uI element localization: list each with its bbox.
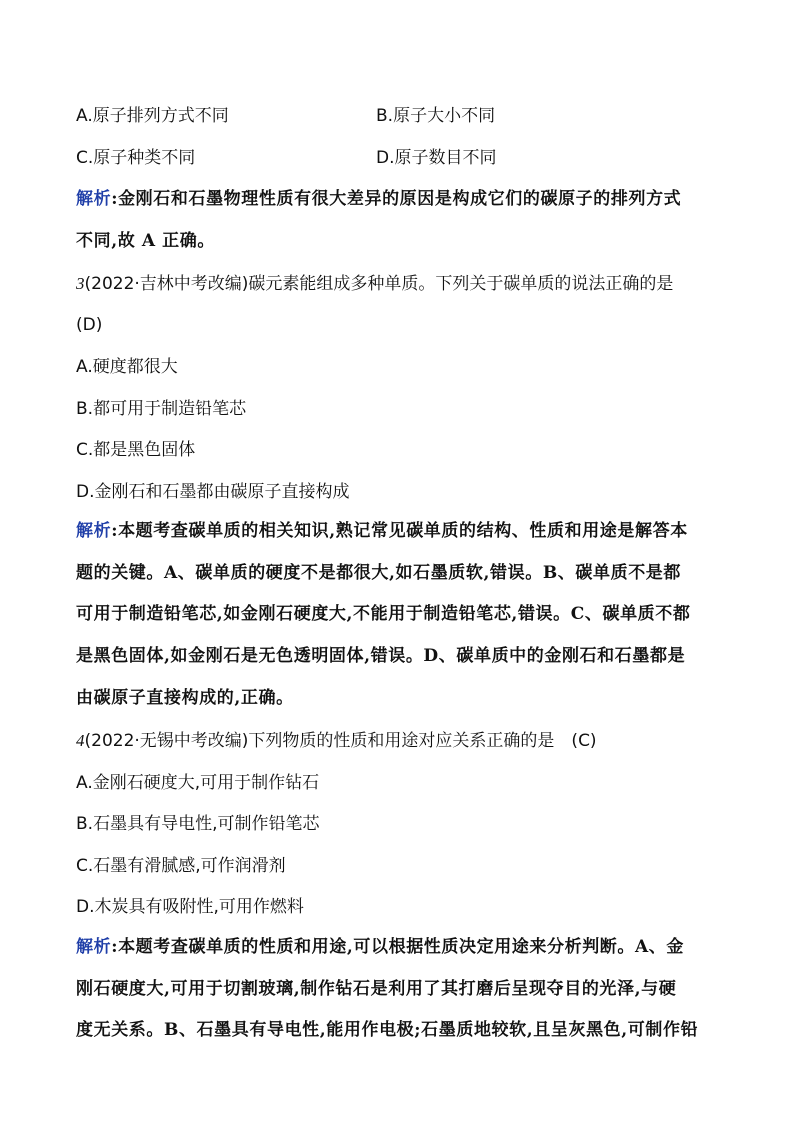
q3-option-b: B.都可用于制造铅笔芯: [76, 399, 247, 419]
q4-explanation-line-3: 度无关系。B、石墨具有导电性,能用作电极;石墨质地较软,且呈灰黑色,可制作铅: [76, 1020, 699, 1040]
q2-option-a: A.原子排列方式不同: [76, 106, 229, 126]
q2-explanation-line-2: [76, 229, 215, 253]
explanation-text: :本题考查碳单质的相关知识,熟记常见碳单质的结构、性质和用途是解答本: [111, 521, 688, 541]
q4-option-c: C.石墨有滑腻感,可作润滑剂: [76, 856, 286, 876]
explanation-text: 不同,故 A 正确。: [76, 231, 215, 251]
q4-stem-line: [76, 729, 597, 753]
q3-explanation-line-2: 题的关键。A、碳单质的硬度不是都很大,如石墨质软,错误。B、碳单质不是都: [76, 563, 681, 583]
explanation-label: 解析: [76, 937, 112, 957]
q3-option-d: D.金刚石和石墨都由碳原子直接构成: [76, 482, 350, 502]
q3-explanation-line-5: 由碳原子直接构成的,正确。: [76, 688, 294, 708]
q4-explanation-line-1: [76, 935, 684, 959]
q2-option-c: C.原子种类不同: [76, 148, 196, 168]
q3-explanation-line-4: 是黑色固体,如金刚石是无色透明固体,错误。D、碳单质中的金刚石和石墨都是: [76, 646, 686, 666]
explanation-text: :本题考查碳单质的性质和用途,可以根据性质决定用途来分析判断。A、金: [111, 937, 684, 957]
q2-options-row-1: [76, 104, 496, 128]
q4-explanation-line-2: 刚石硬度大,可用于切割玻璃,制作钻石是利用了其打磨后呈现夺目的光泽,与硬: [76, 979, 677, 999]
q2-option-d: D.原子数目不同: [376, 148, 497, 168]
q3-option-c: C.都是黑色固体: [76, 440, 196, 460]
q3-explanation-line-1: [76, 519, 688, 543]
q3-answer: (D): [76, 315, 103, 335]
q3-stem-line-1: [76, 272, 673, 296]
explanation-label: 解析: [76, 189, 112, 209]
q3-stem: (2022·吉林中考改编)碳元素能组成多种单质。下列关于碳单质的说法正确的是: [84, 274, 674, 294]
q2-options-row-2: [76, 146, 497, 170]
explanation-label: 解析: [76, 521, 112, 541]
q3-explanation-line-3: 可用于制造铅笔芯,如金刚石硬度大,不能用于制造铅笔芯,错误。C、碳单质不都: [76, 604, 691, 624]
q3-option-a: A.硬度都很大: [76, 357, 178, 377]
q3-answer-line: [76, 313, 102, 337]
q4-option-d: D.木炭具有吸附性,可用作燃料: [76, 897, 304, 917]
q4-stem: (2022·无锡中考改编)下列物质的性质和用途对应关系正确的是 (C): [84, 731, 597, 751]
q2-option-b: B.原子大小不同: [376, 106, 496, 126]
q4-option-b: B.石墨具有导电性,可制作铅笔芯: [76, 814, 320, 834]
q4-number: 4: [76, 731, 85, 750]
q4-option-a: A.金刚石硬度大,可用于制作钻石: [76, 773, 320, 793]
explanation-text: :金刚石和石墨物理性质有很大差异的原因是构成它们的碳原子的排列方式: [111, 189, 682, 209]
q2-explanation-line-1: [76, 187, 681, 211]
q3-number: 3: [76, 274, 85, 293]
